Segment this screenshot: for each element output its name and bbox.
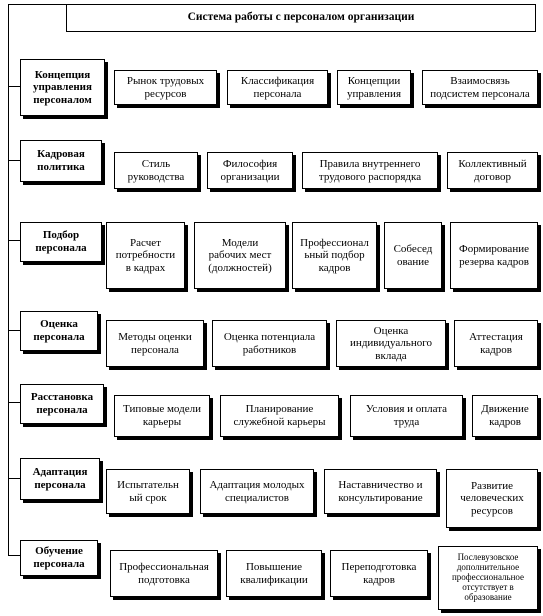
category-assessment: Оценка персонала <box>20 311 98 351</box>
item-retraining: Переподготовка кадров <box>330 550 428 597</box>
item-probation: Испытательн ый срок <box>106 469 190 514</box>
item-organization-philosophy: Философия организации <box>207 152 293 189</box>
category-personnel-policy: Кадровая политика <box>20 140 102 182</box>
category-concept: Концепция управления персоналом <box>20 59 105 116</box>
item-assessment-methods: Методы оценки персонала <box>106 320 204 367</box>
category-adaptation: Адаптация персонала <box>20 458 100 500</box>
item-workplace-models: Модели рабочих мест (должностей) <box>194 222 286 289</box>
item-management-concepts: Концепции управления <box>337 70 411 105</box>
item-potential-assessment: Оценка потенциала работников <box>212 320 327 367</box>
item-interview: Собесед ование <box>384 222 442 289</box>
item-career-models: Типовые модели карьеры <box>114 395 210 437</box>
item-postgraduate-education: Послевузовское дополнительное профессиональное отсутствует в образование <box>438 546 538 610</box>
item-individual-contribution: Оценка индивидуального вклада <box>336 320 446 367</box>
item-career-planning: Планирование служебной карьеры <box>220 395 339 437</box>
item-labor-conditions: Условия и оплата труда <box>350 395 463 437</box>
item-staff-movement: Движение кадров <box>472 395 538 437</box>
category-training: Обучение персонала <box>20 540 98 576</box>
category-placement: Расстановка персонала <box>20 384 104 424</box>
item-qualification-upgrade: Повышение квалификации <box>226 550 322 597</box>
item-labor-market: Рынок трудовых ресурсов <box>114 70 217 105</box>
item-collective-agreement: Коллективный договор <box>447 152 538 189</box>
row-connector-line <box>8 86 20 87</box>
item-internal-labor-rules: Правила внутреннего трудового распорядка <box>302 152 438 189</box>
item-young-specialists-adaptation: Адаптация молодых специалистов <box>200 469 314 514</box>
row-connector-line <box>8 240 20 241</box>
row-connector-line <box>8 330 20 331</box>
category-recruitment: Подбор персонала <box>20 222 102 262</box>
item-professional-selection: Профессионал ьный подбор кадров <box>292 222 377 289</box>
item-leadership-style: Стиль руководства <box>114 152 198 189</box>
title-connector-line <box>8 4 66 5</box>
row-connector-line <box>8 555 20 556</box>
diagram-title: Система работы с персоналом организации <box>66 4 536 32</box>
item-personnel-classification: Классификация персонала <box>227 70 328 105</box>
row-connector-line <box>8 478 20 479</box>
item-staff-needs-calculation: Расчет потребности в кадрах <box>106 222 185 289</box>
item-professional-training: Профессиональная подготовка <box>110 550 218 597</box>
item-reserve-formation: Формирование резерва кадров <box>450 222 538 289</box>
item-subsystem-relationship: Взаимосвязь подсистем персонала <box>422 70 538 105</box>
row-connector-line <box>8 402 20 403</box>
row-connector-line <box>8 160 20 161</box>
item-mentoring: Наставничество и консультирование <box>324 469 437 514</box>
item-human-resources-development: Развитие человеческих ресурсов <box>446 469 538 528</box>
item-attestation: Аттестация кадров <box>454 320 538 367</box>
